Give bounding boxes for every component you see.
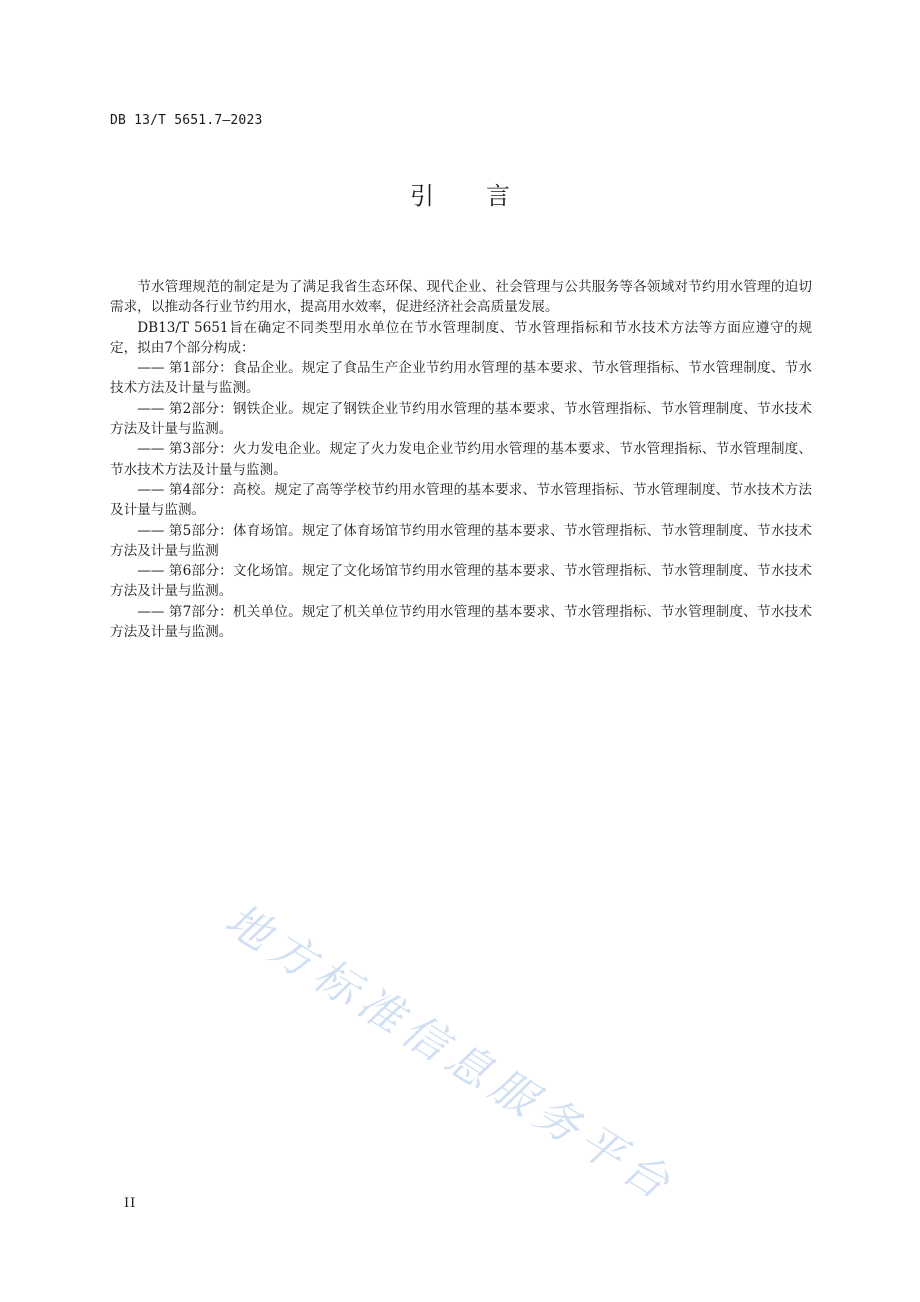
document-code: DB 13/T 5651.7—2023: [110, 113, 263, 128]
list-item-part-3: —— 第3部分：火力发电企业。规定了火力发电企业节约用水管理的基本要求、节水管理指标、节水管理制度、节水技术方法及计量与监测。: [110, 441, 812, 478]
title-char-2: 言: [486, 182, 510, 210]
title-char-1: 引: [410, 182, 434, 210]
list-item-part-2: —— 第2部分：钢铁企业。规定了钢铁企业节约用水管理的基本要求、节水管理指标、节水管理制度、节水技术方法及计量与监测。: [110, 400, 812, 438]
list-item-part-5: —— 第5部分：体育场馆。规定了体育场馆节约用水管理的基本要求、节水管理指标、节水管理制度、节水技术方法及计量与监测: [110, 522, 812, 559]
list-item-part-1: —— 第1部分：食品企业。规定了食品生产企业节约用水管理的基本要求、节水管理指标、节水管理制度、节水技术方法及计量与监测。: [110, 360, 812, 397]
paragraph-intro: 节水管理规范的制定是为了满足我省生态环保、现代企业、社会管理与公共服务等各领域对节约用水管理的迫切需求，以推动各行业节约用水，提高用水效率，促进经济社会高质量发展。: [110, 279, 812, 316]
body-text: [110, 277, 812, 642]
list-item-part-7: —— 第7部分：机关单位。规定了机关单位节约用水管理的基本要求、节水管理指标、节水管理制度、节水技术方法及计量与监测。: [110, 603, 812, 641]
page-title: [0, 176, 920, 211]
page-number: II: [124, 1196, 137, 1211]
paragraph-structure: DB13/T 5651旨在确定不同类型用水单位在节水管理制度、节水管理指标和节水技术方法等方面应遵守的规定，拟由7个部分构成：: [110, 319, 812, 356]
list-item-part-6: —— 第6部分：文化场馆。规定了文化场馆节约用水管理的基本要求、节水管理指标、节水管理制度、节水技术方法及计量与监测。: [110, 563, 812, 600]
watermark: 地方标准信息服务平台: [216, 894, 685, 1213]
list-item-part-4: —— 第4部分：高校。规定了高等学校节约用水管理的基本要求、节水管理指标、节水管理制度、节水技术方法及计量与监测。: [110, 481, 812, 519]
